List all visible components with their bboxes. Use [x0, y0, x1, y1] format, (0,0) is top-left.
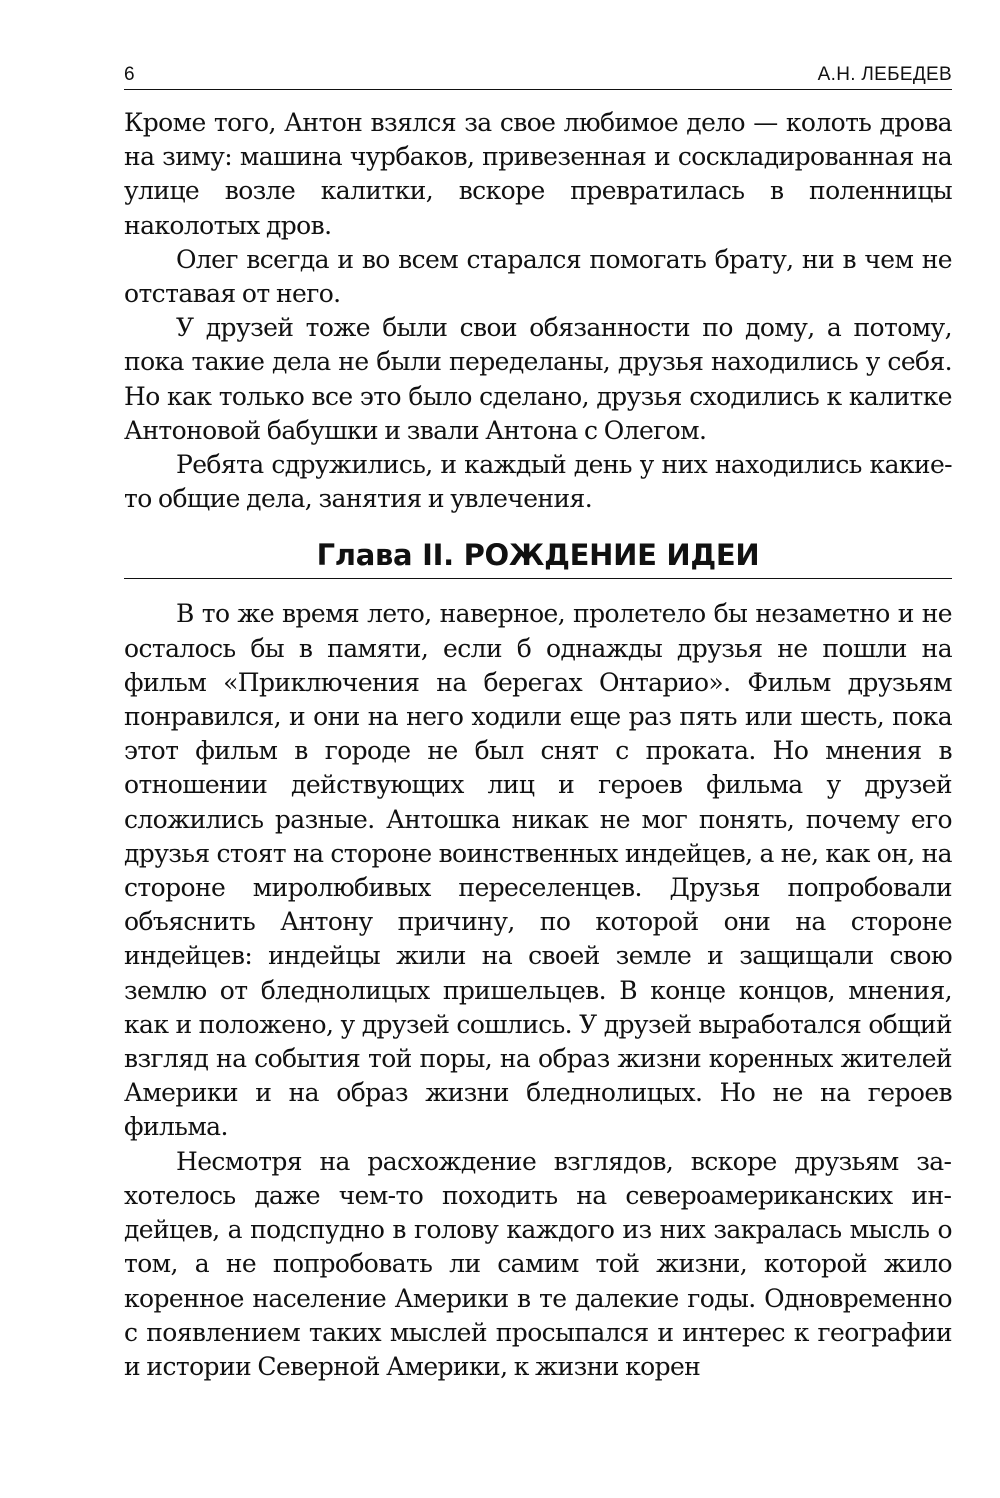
page-number: 6: [124, 64, 135, 85]
paragraph: В то же время лето, наверное, пролетело бы незаметно и не осталось бы в памяти, если б однажды друзья не пошли на фильм «Приключения на берегах Онтарио». Фильм друзьям понравился, и они на него ходили еще раз пять или шесть, пока этот фильм в городе не был снят с проката. Но мнения в отношении действующих лиц и героев фильма у друзей сложились разные. Антошка никак не мог понять, почему его друзья стоят на стороне воинственных индейцев, а не, как он, на стороне миролюбивых переселенцев. Друзья попробовали объяснить Антону причину, по которой они на стороне индейцев: индейцы жили на своей земле и защищали свою землю от бледнолицых пришельцев. В конце концов, мнения, как и положено, у друзей сошлись. У друзей выработался общий взгляд на события той поры, на образ жизни коренных жителей Америки и на образ жизни бледнолицых. Но не на героев фильма.: [124, 599, 952, 1142]
running-header: [124, 64, 952, 90]
text-section-2: [124, 597, 952, 1384]
paragraph: Олег всегда и во всем старался помогать брату, ни в чем не отставая от него.: [124, 244, 952, 309]
paragraph: У друзей тоже были свои обязанности по дому, а потому, пока такие дела не были переделаны, друзья находились у себя. Но как только все это было сделано, друзья сходились к калитке Антоновой бабушки и звали Антона с Олегом.: [124, 313, 952, 445]
chapter-heading: Глава II. РОЖДЕНИЕ ИДЕИ: [124, 538, 952, 579]
paragraph: Несмотря на расхождение взглядов, вскоре друзьям захотелось даже чем-то походить на североамериканских индейцев, а подспудно в голову каждого из них закралась мысль о том, а не попробовать ли самим той жизни, которой жило коренное население Америки в те далекие годы. Одновременно с появлением таких мыслей просыпался и интерес к географии и истории Северной Америки, к жизни корен: [124, 1146, 952, 1381]
book-page: [124, 64, 952, 1384]
paragraph: Ребята сдружились, и каждый день у них находились какие-то общие дела, занятия и увлечения.: [124, 450, 952, 514]
text-section-1: [124, 106, 952, 516]
paragraph: Кроме того, Антон взялся за свое любимое дело — колоть дрова на зиму: машина чурбаков, привезенная и соскладированная на улице возле калитки, вскоре превратилась в поленницы наколотых дров.: [124, 108, 952, 240]
author-name: А.Н. ЛЕБЕДЕВ: [817, 64, 952, 85]
